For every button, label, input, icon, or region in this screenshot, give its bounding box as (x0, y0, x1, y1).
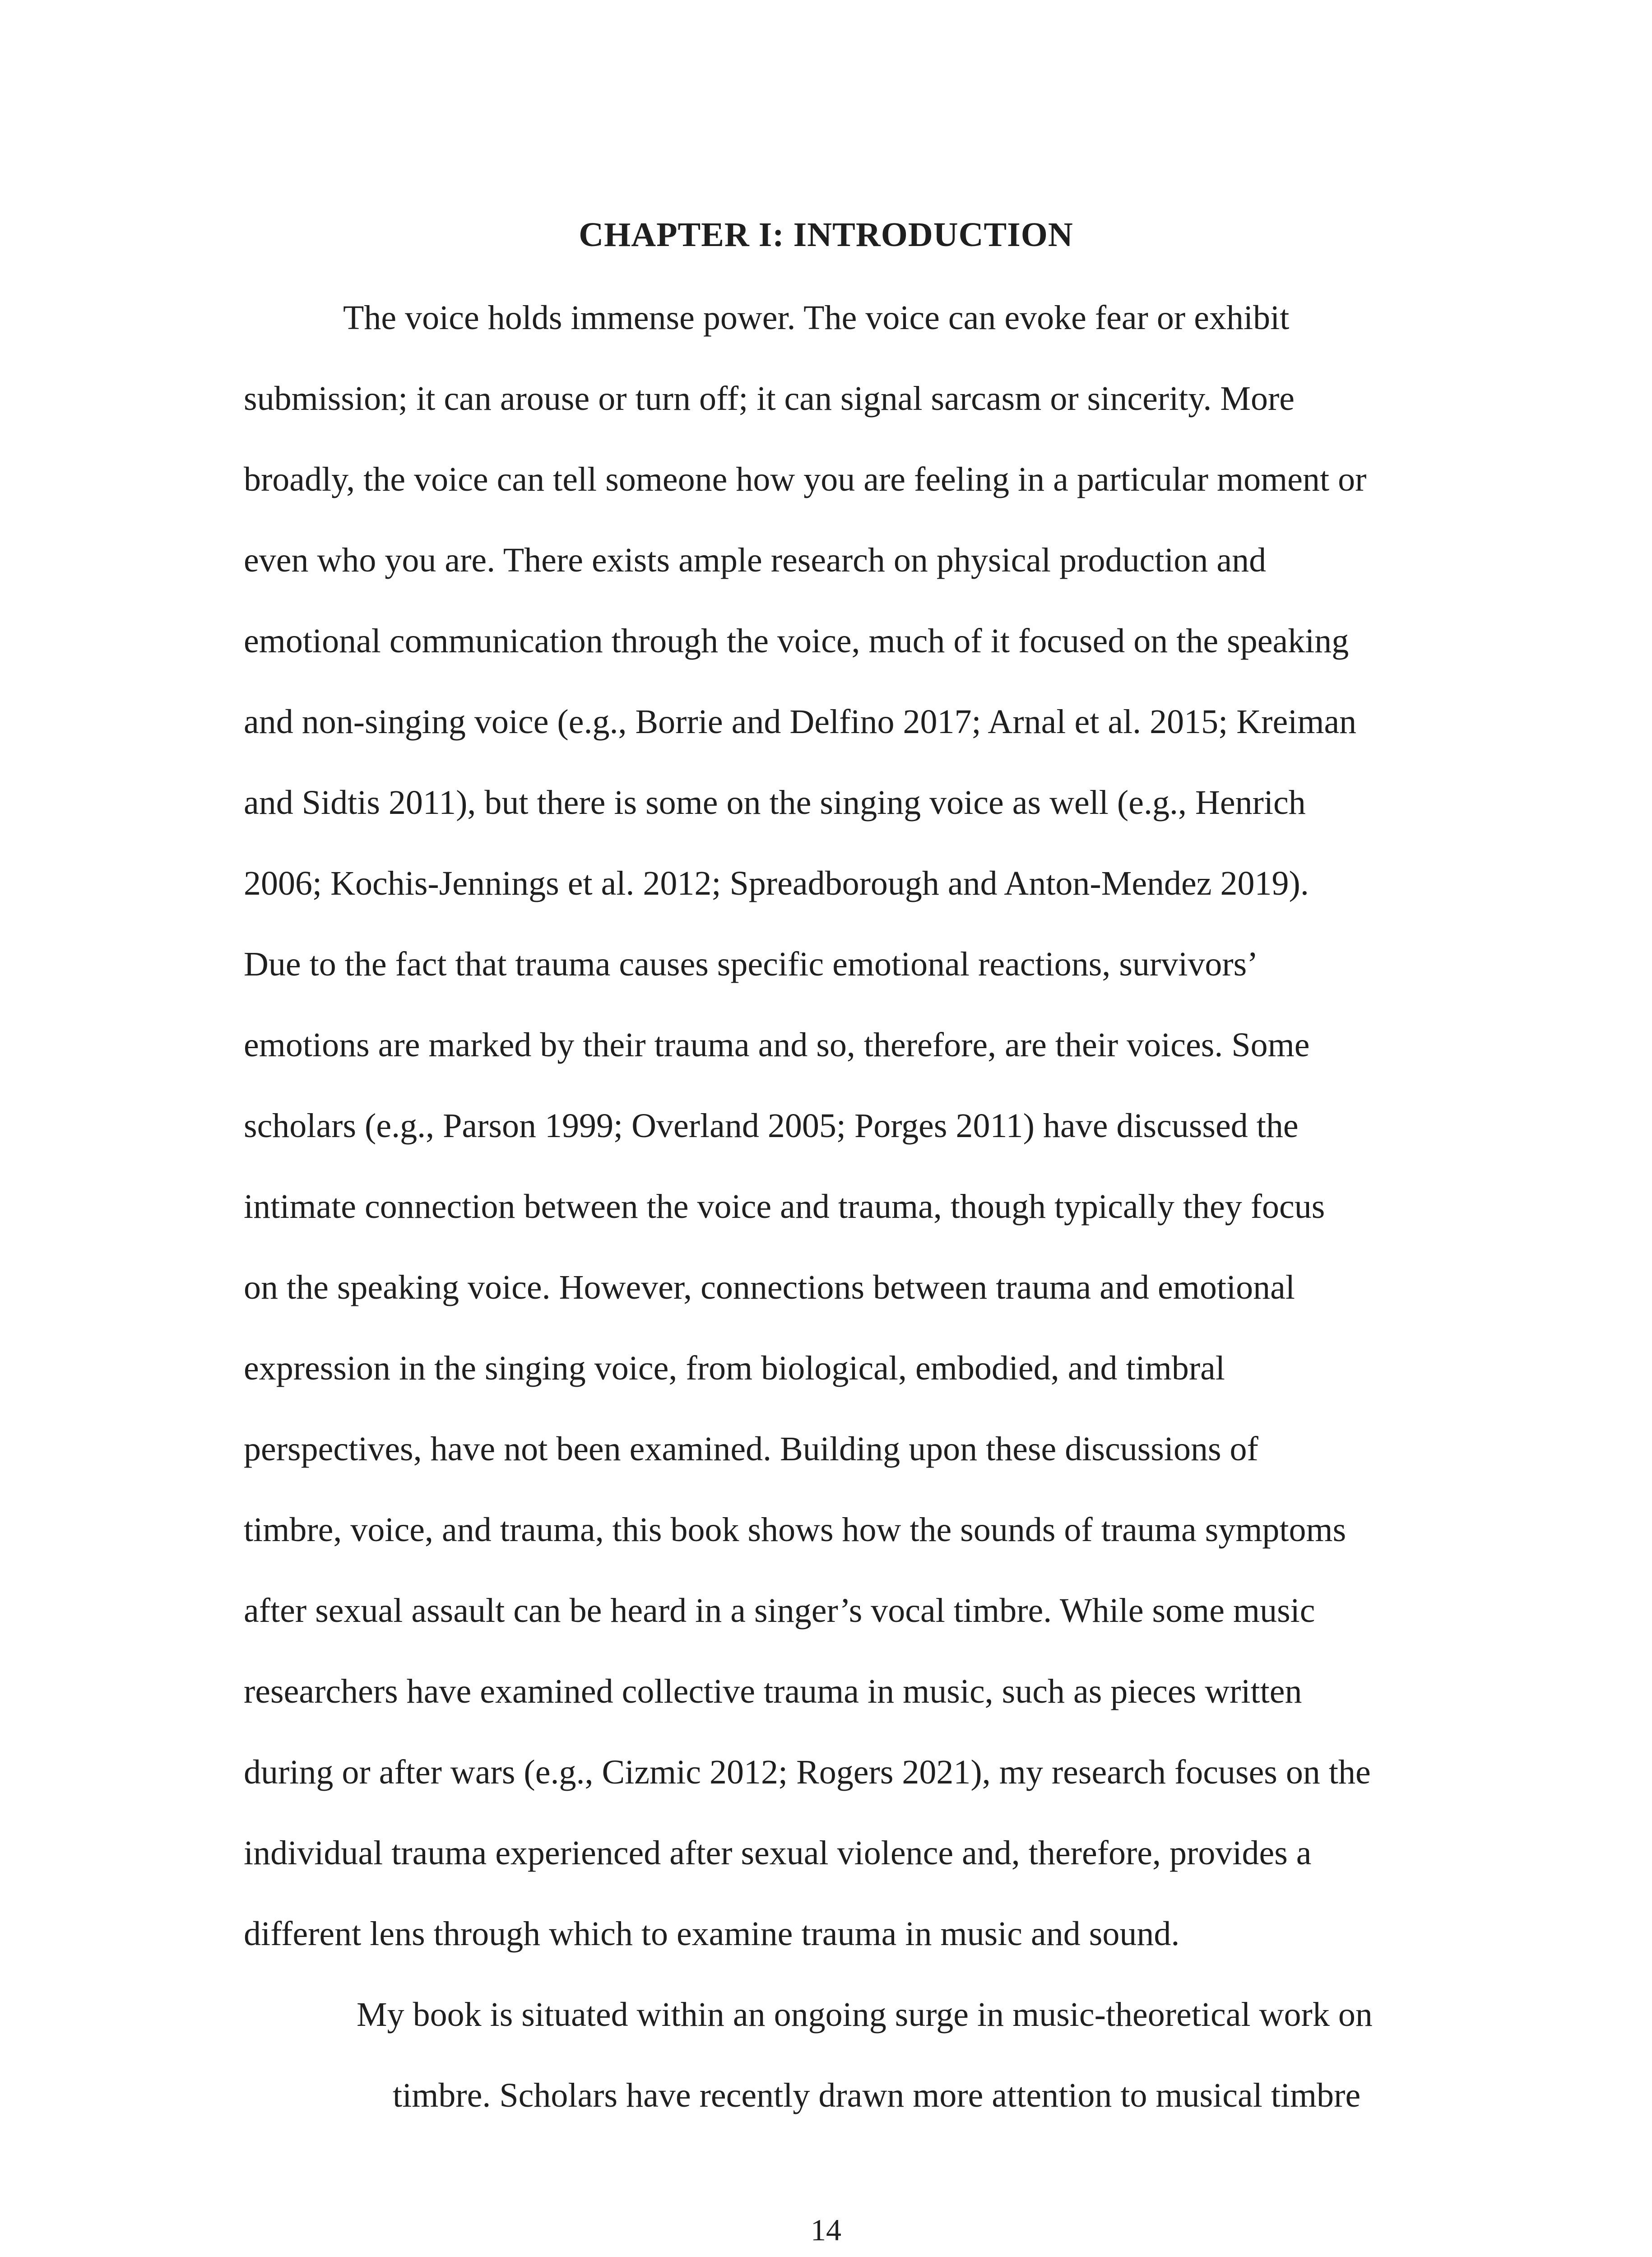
paragraph-line: and non-singing voice (e.g., Borrie and Delfino 2017; Arnal et al. 2015; Kreiman (244, 703, 1357, 741)
paragraph-line: Due to the fact that trauma causes specific emotional reactions, survivors’ (244, 945, 1258, 983)
paragraph-line: scholars (e.g., Parson 1999; Overland 2005; Porges 2011) have discussed the (244, 1107, 1299, 1145)
paragraph-line: intimate connection between the voice and trauma, though typically they focus (244, 1188, 1325, 1226)
paragraph-line: individual trauma experienced after sexual violence and, therefore, provides a (244, 1834, 1312, 1872)
paragraph-line: even who you are. There exists ample research on physical production and (244, 541, 1267, 579)
paragraph-line: emotional communication through the voice, much of it focused on the speaking (244, 622, 1349, 660)
paragraph-line: The voice holds immense power. The voice can evoke fear or exhibit (343, 299, 1290, 337)
paragraph-line: perspectives, have not been examined. Building upon these discussions of (244, 1430, 1258, 1468)
paragraph-line: different lens through which to examine trauma in music and sound. (244, 1915, 1180, 1953)
paragraph-line: during or after wars (e.g., Cizmic 2012; Rogers 2021), my research focuses on the (244, 1753, 1371, 1791)
paragraph-line: 2006; Kochis-Jennings et al. 2012; Spreadborough and Anton-Mendez 2019). (244, 864, 1309, 902)
paragraph-line: and Sidtis 2011), but there is some on the singing voice as well (e.g., Henrich (244, 784, 1306, 822)
page-number: 14 (811, 2213, 841, 2247)
paragraph-line: timbre. Scholars have recently drawn more attention to musical timbre (393, 2076, 1361, 2114)
chapter-title: CHAPTER I: INTRODUCTION (579, 216, 1073, 254)
paragraph-line: after sexual assault can be heard in a singer’s vocal timbre. While some music (244, 1592, 1315, 1630)
paragraph-line: timbre, voice, and trauma, this book shows how the sounds of trauma symptoms (244, 1511, 1346, 1549)
paragraph-line: My book is situated within an ongoing surge in music-theoretical work on (357, 1996, 1373, 2034)
paragraph-line: broadly, the voice can tell someone how you are feeling in a particular moment or (244, 460, 1367, 498)
paragraph-line: expression in the singing voice, from biological, embodied, and timbral (244, 1349, 1225, 1387)
paragraph-line: on the speaking voice. However, connections between trauma and emotional (244, 1268, 1295, 1306)
paragraph-line: submission; it can arouse or turn off; it can signal sarcasm or sincerity. More (244, 380, 1295, 418)
paragraph-line: researchers have examined collective trauma in music, such as pieces written (244, 1672, 1302, 1710)
paragraph-line: emotions are marked by their trauma and so, therefore, are their voices. Some (244, 1026, 1310, 1064)
